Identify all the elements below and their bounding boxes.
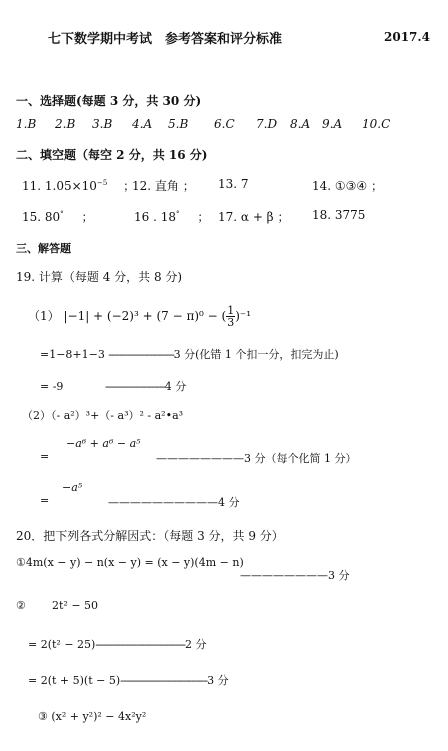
- q19-part2-step1-note: ————————3 分（每个化简 1 分）: [156, 452, 357, 465]
- q19-part2-step1: −a⁶ + a⁶ − a⁵: [66, 437, 141, 450]
- q19-part2-step2-eq: =: [40, 494, 50, 507]
- choice-answer-6: 6.C: [214, 117, 235, 131]
- page-title: 七下数学期中考试 参考答案和评分标准: [48, 32, 283, 47]
- question-19-title: 19. 计算（每题 4 分，共 8 分): [16, 270, 183, 284]
- fill-answer-13: 13. 7: [218, 177, 249, 191]
- fill-answer-15: 15. 80° ；: [22, 210, 94, 224]
- section1-heading: 一、选择题(每题 3 分，共 30 分): [16, 94, 202, 108]
- choice-answer-7: 7.D: [256, 117, 278, 131]
- fill-answer-17: 17. α + β ；: [218, 210, 290, 224]
- q19-part2-step2-note: ——————————4 分: [108, 496, 240, 509]
- q19-part2-expression: （2）（- a²）³+（- a³）² - a²•a³: [22, 409, 184, 422]
- section3-heading: 三、解答题: [16, 242, 71, 255]
- choice-answer-2: 2.B: [55, 117, 76, 131]
- q20-part1-note: ————————3 分: [240, 569, 350, 582]
- fill-answer-16: 16 . 18° ；: [134, 210, 210, 224]
- q19-part2-step1-eq: =: [40, 450, 50, 463]
- q19-part1-step2: = -9 ----------------------4 分: [40, 380, 187, 393]
- q20-part3: ③ (x² + y²)² − 4x²y²: [38, 710, 147, 723]
- q19-part1-expression: （1） |−1| + (−2)³ + (7 − π)⁰ − ( $\frac{1}{3}$ )⁻¹: [28, 304, 252, 329]
- choice-answer-4: 4.A: [132, 117, 153, 131]
- q20-part2-step2: = 2(t + 5)(t − 5)--------------------------------3 分: [28, 674, 229, 687]
- q19-part2-step2: −a⁵: [62, 481, 83, 494]
- q19-part1-step1: =1−8+1−3 ------------------------3 分(化错 1 个扣一分，扣完为止): [40, 348, 339, 361]
- q20-part1: ①4m(x − y) − n(x − y) = (x − y)(4m − n): [16, 556, 244, 569]
- exponent-11: −5: [96, 179, 108, 187]
- fill-answer-18: 18. 3775: [312, 208, 366, 222]
- fill-answer-14: 14. ①③④ ；: [312, 179, 383, 193]
- q20-part2-label: ②: [16, 599, 26, 612]
- choice-answer-8: 8.A: [290, 117, 311, 131]
- choice-answer-1: 1.B: [16, 117, 37, 131]
- exam-date: 2017.4: [384, 30, 430, 44]
- choice-answer-5: 5.B: [168, 117, 189, 131]
- fill-answer-11: 11. $1.05\times 10^{-5}$ ；: [22, 179, 136, 193]
- choice-answer-9: 9.A: [322, 117, 343, 131]
- choice-answer-10: 10.C: [362, 117, 391, 131]
- q20-part2-step1: = 2(t² − 25)---------------------------------2 分: [28, 638, 207, 651]
- question-20-title: 20．把下列各式分解因式：（每题 3 分，共 9 分）: [16, 529, 284, 543]
- q20-part2-expression: 2t² − 50: [52, 599, 99, 612]
- fill-answer-12: 12. 直角 ；: [132, 179, 195, 193]
- section2-heading: 二、填空题（每空 2 分，共 16 分): [16, 148, 208, 162]
- choice-answer-3: 3.B: [92, 117, 113, 131]
